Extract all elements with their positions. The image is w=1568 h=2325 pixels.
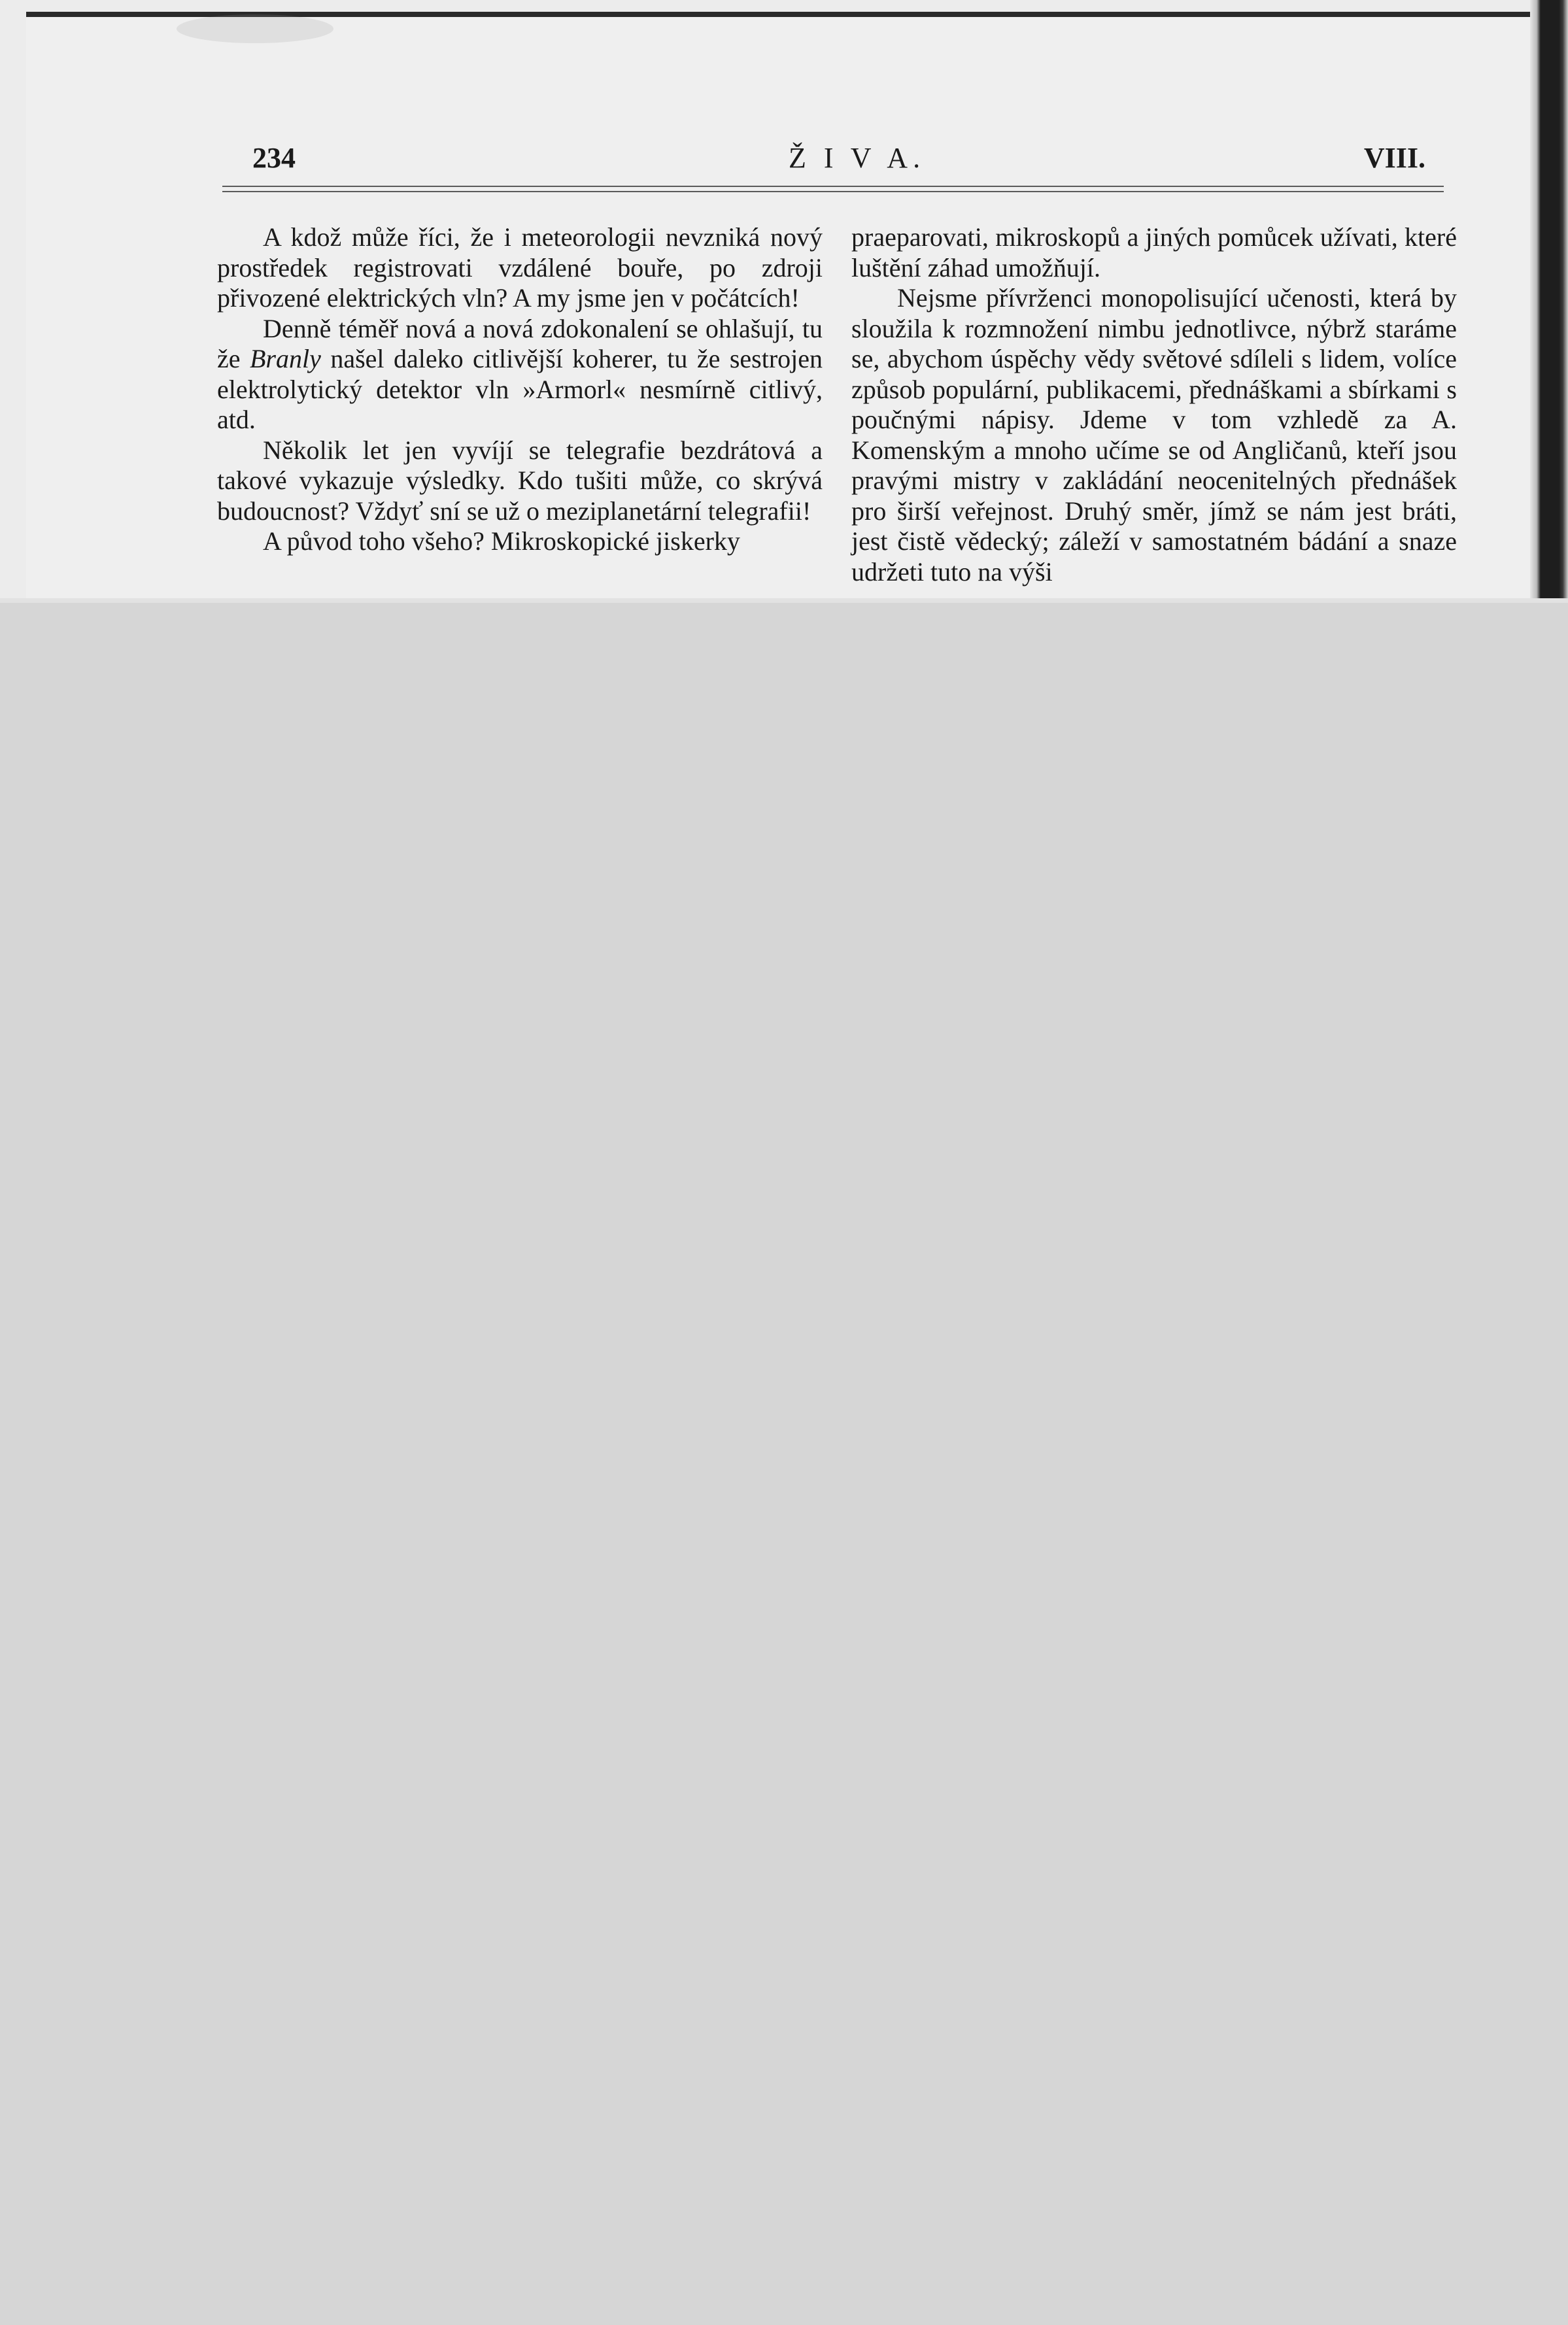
name-branly: Branly — [249, 344, 321, 373]
header-rule — [222, 186, 1444, 192]
left-paragraph-2-end: našel daleko citlivější koherer, tu že sestrojen elektrolytický detektor vln »Armorl« nesmírně citlivý, atd. — [217, 344, 823, 434]
left-paragraph-4: A původ toho všeho? Mikroskopické jiskerky — [263, 526, 740, 556]
crop-edge — [0, 598, 1568, 603]
running-header — [252, 141, 1425, 180]
page-number: 234 — [252, 142, 296, 174]
scanned-page-strip — [0, 0, 1568, 603]
left-paragraph-1: A kdož může říci, že i meteorologii nevzniká nový prostředek registrovati vzdálené bouře, po zdroji přivozené elektrických vln? A my jsme jen v počátcích! — [217, 222, 823, 313]
right-paragraph-1: praeparovati, mikroskopů a jiných pomůcek užívati, které luštění záhad umožňují. — [851, 222, 1457, 282]
scan-smudge — [177, 14, 333, 43]
blank-area — [0, 603, 1568, 2325]
left-column — [217, 222, 823, 557]
right-column — [851, 222, 1457, 587]
left-paragraph-2-start: Denně téměř nová a nová zdokonalení se ohlašují, tu že — [217, 313, 823, 373]
left-paragraph-3: Několik let jen vyvíjí se telegrafie bezdrátová a takové vykazuje výsledky. Kdo tušiti může, co skrývá budoucnost? Vždyť sní se už o meziplanetární telegrafii! — [217, 435, 823, 526]
right-paragraph-2: Nejsme přívrženci monopolisující učenosti, která by sloužila k rozmnožení nimbu jednotlivce, nýbrž staráme se, abychom úspěchy vědy světové sdíleli s lidem, volíce způsob populární, publikacemi, přednáškami a sbírkami s poučnými nápisy. Jdeme v tom vzhledě za A. Komenským a mnoho učíme se od Angličanů, kteří jsou pravými mistry v zakládání neocenitelných přednášek pro širší veřejnost. Druhý směr, jímž se nám jest bráti, jest čistě vědecký; záleží v samostatném bádání a snaze udržeti tuto na výši — [851, 283, 1457, 586]
scan-edge-right — [1530, 0, 1568, 603]
volume-number: VIII. — [1363, 142, 1425, 174]
journal-title: Ž I V A. — [789, 142, 926, 174]
left-paragraph-2 — [217, 314, 823, 435]
